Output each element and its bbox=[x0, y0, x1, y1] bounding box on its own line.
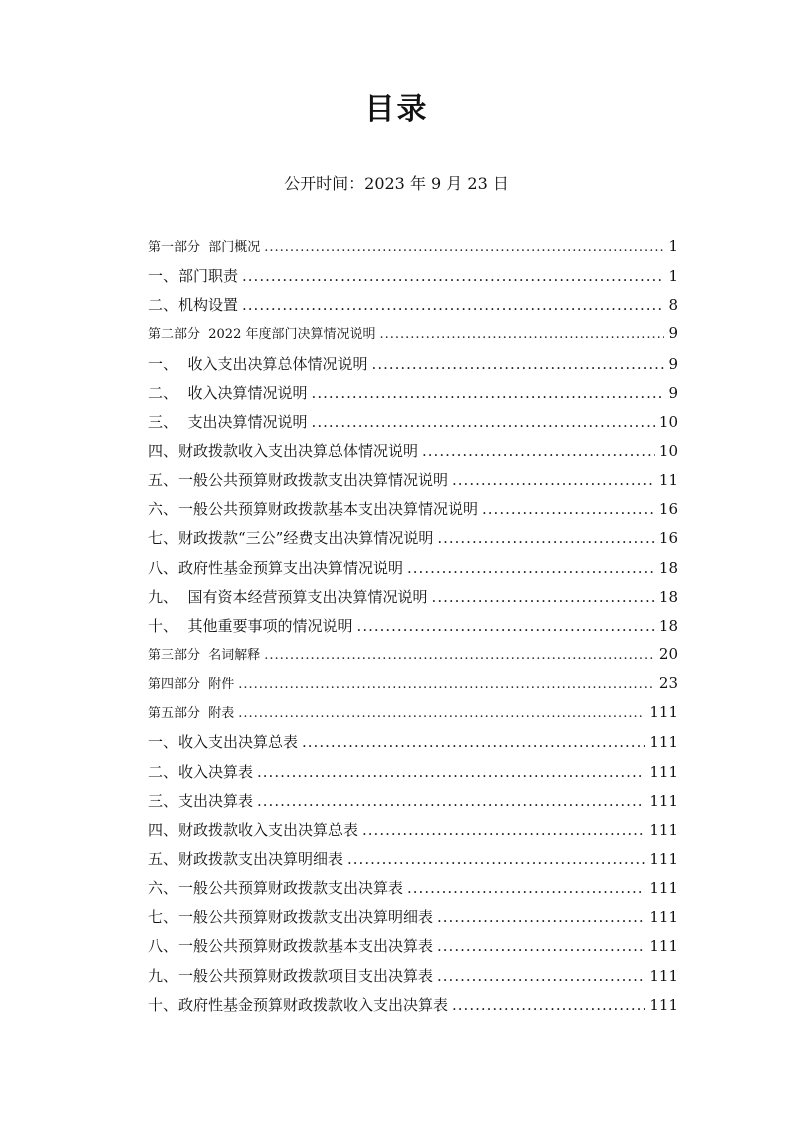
toc-part-entry[interactable] bbox=[148, 236, 678, 265]
toc-leader-dots bbox=[264, 648, 655, 663]
toc-page-number: 111 bbox=[649, 791, 678, 810]
toc-entry-label: 第五部分 附表 bbox=[148, 706, 235, 722]
toc-entry[interactable] bbox=[148, 615, 678, 644]
toc-leader-dots bbox=[379, 327, 664, 342]
toc-leader-dots bbox=[437, 967, 645, 985]
toc-leader-dots bbox=[407, 879, 645, 897]
toc-page-number: 23 bbox=[658, 674, 678, 693]
toc-entry-label: 七、一般公共预算财政拨款支出决算明细表 bbox=[148, 908, 434, 927]
toc-leader-dots bbox=[432, 588, 655, 606]
toc-entry-label: 一、部门职责 bbox=[148, 267, 239, 286]
toc-leader-dots bbox=[362, 821, 645, 839]
toc-entry-label: 九、 国有资本经营预算支出决算情况说明 bbox=[148, 587, 428, 606]
toc-entry[interactable] bbox=[148, 790, 678, 819]
toc-leader-dots bbox=[312, 384, 665, 402]
toc-entry[interactable] bbox=[148, 265, 678, 294]
publish-date: 公开时间：2023 年 9 月 23 日 bbox=[284, 174, 509, 193]
toc-entry-label: 一、 收入支出决算总体情况说明 bbox=[148, 354, 368, 373]
toc-entry[interactable] bbox=[148, 527, 678, 556]
toc-leader-dots bbox=[422, 442, 655, 460]
toc-page-number: 111 bbox=[649, 879, 678, 898]
toc-leader-dots bbox=[372, 355, 665, 373]
toc-leader-dots bbox=[357, 617, 655, 635]
toc-page-number: 9 bbox=[668, 324, 678, 343]
toc-entry-label: 三、 支出决算情况说明 bbox=[148, 412, 308, 431]
toc-entry[interactable] bbox=[148, 994, 678, 1023]
toc-entry-label: 七、财政拨款“三公”经费支出决算情况说明 bbox=[148, 529, 434, 548]
toc-entry[interactable] bbox=[148, 498, 678, 527]
toc-page-number: 111 bbox=[649, 703, 678, 722]
table-of-contents bbox=[148, 236, 678, 1023]
toc-entry-label: 四、财政拨款收入支出决算总体情况说明 bbox=[148, 441, 419, 460]
toc-page-number: 18 bbox=[658, 558, 678, 577]
toc-leader-dots bbox=[242, 296, 664, 314]
toc-part-entry[interactable] bbox=[148, 644, 678, 673]
toc-entry-label: 四、财政拨款收入支出决算总表 bbox=[148, 820, 359, 839]
toc-entry-label: 二、机构设置 bbox=[148, 296, 239, 315]
toc-entry[interactable] bbox=[148, 761, 678, 790]
toc-entry-label: 一、收入支出决算总表 bbox=[148, 733, 299, 752]
toc-page-number: 20 bbox=[658, 644, 678, 663]
toc-entry-label: 第一部分 部门概况 bbox=[148, 240, 261, 255]
toc-entry[interactable] bbox=[148, 906, 678, 935]
toc-page-number: 111 bbox=[649, 733, 678, 752]
toc-leader-dots bbox=[312, 413, 655, 431]
toc-entry-label: 六、一般公共预算财政拨款基本支出决算情况说明 bbox=[148, 500, 479, 519]
toc-entry[interactable] bbox=[148, 440, 678, 469]
toc-entry[interactable] bbox=[148, 469, 678, 498]
toc-page-number: 111 bbox=[649, 820, 678, 839]
toc-leader-dots bbox=[452, 471, 655, 489]
toc-part-entry[interactable] bbox=[148, 702, 678, 731]
toc-page-number: 111 bbox=[649, 762, 678, 781]
toc-page-number: 10 bbox=[658, 412, 678, 431]
toc-leader-dots bbox=[347, 850, 645, 868]
toc-entry[interactable] bbox=[148, 557, 678, 586]
page-title: 目录 bbox=[364, 92, 429, 127]
toc-entry[interactable] bbox=[148, 935, 678, 964]
toc-leader-dots bbox=[452, 996, 645, 1014]
toc-leader-dots bbox=[238, 677, 655, 692]
toc-part-entry[interactable] bbox=[148, 673, 678, 702]
toc-page-number: 1 bbox=[668, 267, 678, 286]
toc-part-entry[interactable] bbox=[148, 323, 678, 352]
toc-leader-dots bbox=[437, 937, 645, 955]
toc-leader-dots bbox=[257, 792, 645, 810]
toc-page-number: 111 bbox=[649, 849, 678, 868]
toc-entry-label: 二、 收入决算情况说明 bbox=[148, 383, 308, 402]
toc-page-number: 111 bbox=[649, 908, 678, 927]
toc-entry[interactable] bbox=[148, 965, 678, 994]
toc-entry[interactable] bbox=[148, 411, 678, 440]
toc-entry-label: 十、政府性基金预算财政拨款收入支出决算表 bbox=[148, 995, 449, 1014]
toc-page-number: 9 bbox=[668, 354, 678, 373]
toc-page-number: 111 bbox=[649, 937, 678, 956]
toc-page-number: 16 bbox=[658, 529, 678, 548]
toc-leader-dots bbox=[407, 559, 655, 577]
toc-entry-label: 八、一般公共预算财政拨款基本支出决算表 bbox=[148, 937, 434, 956]
toc-entry-label: 第三部分 名词解释 bbox=[148, 647, 261, 663]
toc-leader-dots bbox=[257, 763, 645, 781]
toc-page-number: 1 bbox=[668, 237, 678, 255]
toc-leader-dots bbox=[238, 706, 645, 721]
toc-entry-label: 九、一般公共预算财政拨款项目支出决算表 bbox=[148, 966, 434, 985]
toc-entry[interactable] bbox=[148, 382, 678, 411]
toc-entry-label: 五、财政拨款支出决算明细表 bbox=[148, 849, 344, 868]
toc-page-number: 9 bbox=[668, 383, 678, 402]
toc-entry[interactable] bbox=[148, 731, 678, 760]
toc-entry-label: 第二部分 2022 年度部门决算情况说明 bbox=[148, 327, 376, 343]
toc-entry-label: 三、支出决算表 bbox=[148, 791, 254, 810]
toc-leader-dots bbox=[437, 529, 655, 547]
toc-page-number: 111 bbox=[649, 995, 678, 1014]
toc-entry-label: 十、 其他重要事项的情况说明 bbox=[148, 616, 353, 635]
toc-leader-dots bbox=[264, 240, 664, 255]
toc-page-number: 16 bbox=[658, 500, 678, 519]
toc-page-number: 10 bbox=[658, 441, 678, 460]
toc-entry[interactable] bbox=[148, 353, 678, 382]
toc-leader-dots bbox=[242, 267, 664, 285]
toc-entry-label: 八、政府性基金预算支出决算情况说明 bbox=[148, 558, 404, 577]
toc-page-number: 18 bbox=[658, 587, 678, 606]
toc-entry-label: 二、收入决算表 bbox=[148, 762, 254, 781]
toc-page-number: 18 bbox=[658, 616, 678, 635]
toc-page-number: 111 bbox=[649, 966, 678, 985]
toc-page-number: 11 bbox=[658, 471, 678, 490]
toc-leader-dots bbox=[302, 733, 645, 751]
toc-leader-dots bbox=[482, 500, 655, 518]
toc-entry[interactable] bbox=[148, 586, 678, 615]
toc-page-number: 8 bbox=[668, 296, 678, 315]
toc-entry-label: 六、一般公共预算财政拨款支出决算表 bbox=[148, 879, 404, 898]
toc-entry-label: 五、一般公共预算财政拨款支出决算情况说明 bbox=[148, 471, 449, 490]
toc-entry[interactable] bbox=[148, 294, 678, 323]
toc-leader-dots bbox=[437, 908, 645, 926]
toc-entry-label: 第四部分 附件 bbox=[148, 677, 235, 693]
toc-entry[interactable] bbox=[148, 877, 678, 906]
toc-entry[interactable] bbox=[148, 819, 678, 848]
toc-entry[interactable] bbox=[148, 848, 678, 877]
